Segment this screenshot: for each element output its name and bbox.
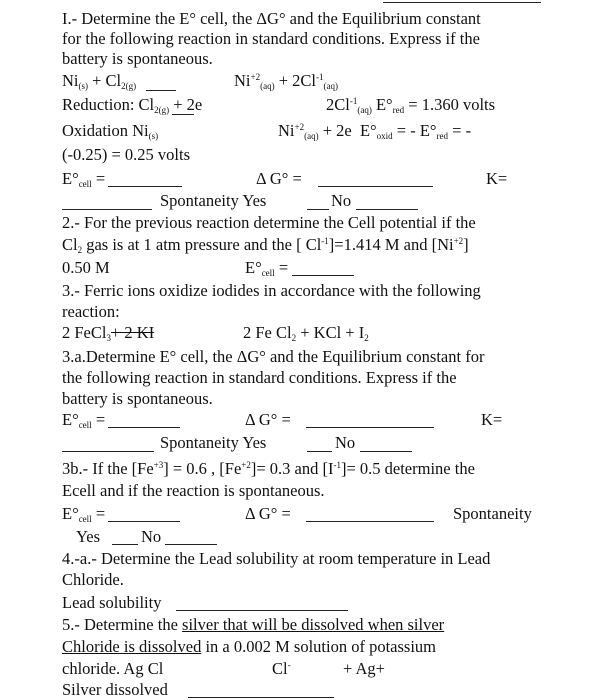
q5-line-3: chloride. Ag Cl [62, 659, 164, 678]
q1-oxidation-value: (-0.25) = 0.25 volts [62, 145, 191, 164]
q1-dg-label: Δ G° = [256, 169, 302, 188]
q3a-yes-blank[interactable] [307, 437, 332, 452]
q3a-spontaneity-yes: Spontaneity Yes [160, 433, 267, 452]
q1-line-1: I.- Determine the E° cell, the ΔG° and the Equilibrium constant [62, 9, 481, 28]
q3b-ecell-answer[interactable] [108, 507, 180, 522]
top-rule [383, 2, 541, 3]
q1-oxidation-potential: $Ni^{+2}_{(aq)} + 2e$ $E^\circ_{oxid}$ = - $E^\circ_{red}$ = - [278, 121, 472, 141]
q3a-k-label: K= [481, 410, 503, 429]
q3-reaction-reactants: 2 FeCl$_3$+ 2 KI [62, 323, 155, 343]
q3b-yes-blank[interactable] [112, 530, 138, 545]
q4-line-1: 4.-a.- Determine the Lead solubility at room temperature in Lead [62, 549, 491, 568]
q1-reduction-half: Reduction: $Cl_{2(g)} + 2e$ [62, 95, 203, 115]
q1-dg-answer[interactable] [318, 172, 433, 187]
q3a-no-blank[interactable] [360, 437, 412, 452]
q1-reaction-arrow [146, 90, 176, 91]
q1-reaction-products: $Ni^{+2}_{(aq)} + 2Cl^{-1}_{(aq)}$ [234, 71, 338, 91]
q4-line-2: Chloride. [62, 570, 124, 589]
q2-ecell-answer[interactable] [292, 261, 354, 276]
q1-oxidation-half: Oxidation $Ni_{(s)}$ [62, 121, 159, 141]
q1-reduction-potential: $2Cl^{-1}_{(aq)}$ $E^\circ_{red} = 1.360$ volts [326, 95, 496, 115]
q3-reaction-products: 2 Fe $Cl_2$ + KCl + $I_2$ [243, 323, 369, 343]
q1-ecell-label: $E^\circ_{cell}$ = [62, 169, 106, 189]
q5-line-1: 5.- Determine the silver that will be dissolved when silver [62, 615, 445, 634]
q3b-spontaneity-label: Spontaneity [453, 504, 532, 523]
q1-line-2: for the following reaction in standard conditions. Express if the [62, 29, 480, 48]
q5-chloride-ion: Cl- [272, 659, 291, 678]
q3a-spontaneity-leading-blank[interactable] [62, 437, 154, 452]
q3b-ecell-label: $E^\circ_{cell}$ = [62, 504, 106, 524]
q2-ecell-label: $E^\circ_{cell}$ = [245, 258, 289, 278]
q4-solubility-answer[interactable] [176, 596, 348, 611]
q5-line-2: Chloride is dissolved in a 0.002 M solution of potassium [62, 637, 437, 656]
q1-no-blank[interactable] [356, 195, 418, 210]
q3a-dg-label: Δ G° = [245, 410, 291, 429]
q3-line-2: reaction: [62, 302, 120, 321]
q3a-ecell-label: $E^\circ_{cell}$ = [62, 410, 106, 430]
q1-reduction-arrow [172, 114, 194, 115]
q1-spontaneity-leading-blank[interactable] [62, 195, 152, 210]
q1-spontaneity-no: No [331, 191, 352, 210]
q3b-dg-label: Δ G° = [245, 504, 291, 523]
q1-line-3: battery is spontaneous. [62, 49, 213, 68]
q2-line-1: 2.- For the previous reaction determine the Cell potential if the [62, 213, 476, 232]
q1-ecell-answer[interactable] [108, 172, 182, 187]
q5-dissolved-label: Silver dissolved [62, 680, 168, 699]
q3a-ecell-answer[interactable] [108, 413, 180, 428]
q3b-dg-answer[interactable] [306, 507, 434, 522]
q3a-dg-answer[interactable] [306, 413, 434, 428]
q2-line-2: $Cl_2$ gas is at 1 atm pressure and the [ $Cl^{-1}]=1.414$ M and $[Ni^{+2}]$ [62, 235, 469, 255]
q3a-spontaneity-no: No [335, 433, 356, 452]
q3a-line-1: 3.a.Determine E° cell, the ΔG° and the Equilibrium constant for [62, 347, 485, 366]
q5-silver-ion: + Ag+ [343, 659, 385, 678]
q1-k-label: K= [486, 169, 508, 188]
q5-dissolved-answer[interactable] [188, 683, 334, 698]
q3a-line-2: the following reaction in standard conditions. Express if the [62, 368, 457, 387]
q1-reaction-reactants: $Ni_{(s)} + Cl_{2(g)}$ [62, 71, 137, 91]
q1-spontaneity-yes: Spontaneity Yes [160, 191, 267, 210]
q3b-line-2: Ecell and if the reaction is spontaneous. [62, 481, 325, 500]
q3-line-1: 3.- Ferric ions oxidize iodides in accordance with the following [62, 281, 481, 300]
q3b-no-blank[interactable] [165, 530, 217, 545]
q3b-no: No [141, 527, 162, 546]
q3b-line-1: 3b.- If the $[Fe^{+3}] = 0.6$ , $[Fe^{+2}]= 0.3$ and $[I^{-1}]= 0.5$ determine the [62, 459, 475, 478]
q2-line-3: 0.50 M [62, 258, 110, 277]
q4-solubility-label: Lead solubility [62, 593, 162, 612]
q3a-line-3: battery is spontaneous. [62, 389, 213, 408]
q3b-yes: Yes [76, 527, 101, 546]
q1-yes-blank[interactable] [307, 195, 329, 210]
